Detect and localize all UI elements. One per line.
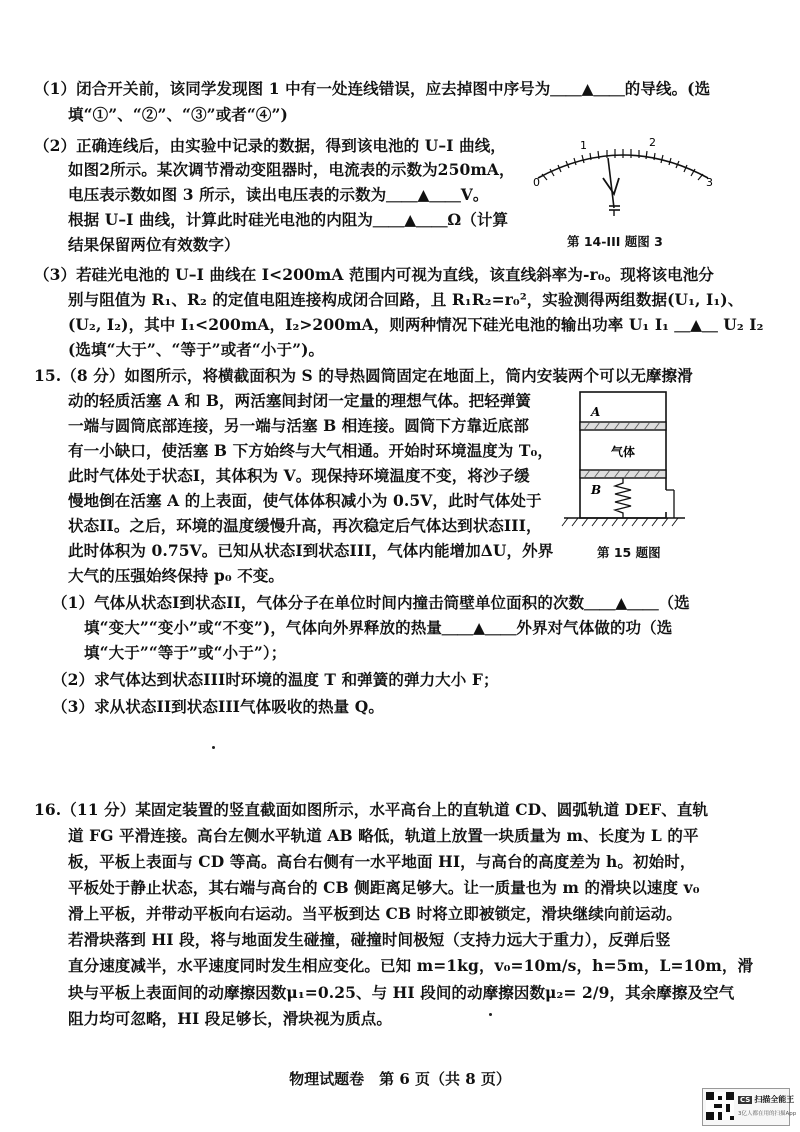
q14-part3-line1: （3）若硅光电池的 U–I 曲线在 I<200mA 范围内可视为直线，该直线斜率为-r₀。现将该电池分 (34, 265, 714, 284)
meter-tick-1: 1 (580, 139, 587, 152)
q14-part3-line2: 别与阻值为 R₁、R₂ 的定值电阻连接构成闭合回路，且 R₁R₂=r₀²，实验测得两组数据(U₁, I₁)、 (68, 290, 744, 309)
meter-tick-0: 0 (533, 176, 540, 189)
q16-stem-line4: 平板处于静止状态，其右端与高台的 CB 侧距离足够大。让一质量也为 m 的滑块以速度 v₀ (68, 878, 700, 897)
q14-part2-line5: 结果保留两位有效数字） (68, 235, 240, 254)
q14-part2-line3: 电压表示数如图 3 所示，读出电压表的示数为＿＿▲＿＿V。 (68, 185, 489, 204)
label-b: B (591, 483, 602, 497)
scanner-watermark (702, 1088, 797, 1126)
meter-tick-2: 2 (649, 136, 656, 149)
cs-logo-icon: CS (740, 1096, 751, 1104)
q14-part3-line4: (选填“大于”、“等于”或者“小于”)。 (68, 340, 325, 359)
q16-stem-line6: 若滑块落到 HI 段，将与地面发生碰撞，碰撞时间极短（支持力远大于重力），反弹后竖 (68, 930, 671, 949)
q15-stem-line6: 慢地倒在活塞 A 的上表面，使气体体积减小为 0.5V，此时气体处于 (68, 491, 542, 510)
qr-code-icon (706, 1092, 734, 1120)
scanner-tagline: 3亿人都在用的扫描App (738, 1111, 797, 1117)
q15-sub2: （2）求气体达到状态III时环境的温度 T 和弹簧的弹力大小 F； (52, 670, 499, 689)
q14-part1-line1: （1）闭合开关前，该同学发现图 1 中有一处连线错误，应去掉图中序号为＿＿▲＿＿的导线。(选 (34, 79, 711, 98)
q16-stem-line9: 阻力均可忽略，HI 段足够长，滑块视为质点。 (68, 1009, 392, 1028)
q15-stem-line7: 状态II。之后，环境的温度缓慢升高，再次稳定后气体达到状态III， (68, 516, 542, 535)
piston-b (580, 470, 666, 478)
q16-stem-line8: 块与平板上表面间的动摩擦因数μ₁=0.25、与 HI 段间的动摩擦因数μ₂= 2/9，其余摩擦及空气 (68, 983, 735, 1002)
cylinder-figure (560, 390, 695, 540)
q15-sub1-line3: 填“大于”“等于”或“小于”）； (84, 643, 287, 662)
q14-part3-line3: (U₂, I₂)，其中 I₁<200mA，I₂>200mA，则两种情况下硅光电池的输出功率 U₁ I₁ ＿▲＿ U₂ I₂ (68, 315, 764, 334)
scanner-brand: CS 扫描全能王 (740, 1095, 795, 1104)
q15-stem-line9: 大气的压强始终保持 p₀ 不变。 (68, 566, 285, 585)
q14-part2-line4: 根据 U–I 曲线，计算此时硅光电池的内阻为＿＿▲＿＿Ω（计算 (68, 210, 509, 229)
q15-stem-line1: 15.（8 分）如图所示，将横截面积为 S 的导热圆筒固定在地面上，筒内安装两个可以无摩擦滑 (34, 366, 693, 385)
label-a: A (591, 405, 601, 419)
q15-stem-line4: 有一小缺口，使活塞 B 下方始终与大气相通。开始时环境温度为 T₀， (68, 441, 554, 460)
meter-needle (608, 158, 614, 208)
figure15-caption: 第 15 题图 (597, 545, 661, 560)
figure3-caption: 第 14-III 题图 3 (567, 234, 663, 249)
q16-stem-line2: 道 FG 平滑连接。高台左侧水平轨道 AB 略低，轨道上放置一块质量为 m、长度为 L 的平 (68, 826, 699, 845)
voltmeter-figure (528, 134, 718, 230)
q16-stem-line5: 滑上平板，并带动平板向右运动。当平板到达 CB 时将立即被锁定，滑块继续向前运动。 (68, 904, 682, 923)
q14-part2-line1: （2）正确连线后，由实验中记录的数据，得到该电池的 U–I 曲线， (34, 136, 506, 155)
label-gas: 气体 (611, 445, 636, 459)
piston-a (580, 422, 666, 430)
q15-sub1-line2: 填“变大”“变小”或“不变”)，气体向外界释放的热量＿＿▲＿＿外界对气体做的功（选 (84, 618, 673, 637)
q15-stem-line2: 动的轻质活塞 A 和 B，两活塞间封闭一定量的理想气体。把轻弹簧 (68, 391, 532, 410)
q15-sub1-line1: （1）气体从状态I到状态II，气体分子在单位时间内撞击筒壁单位面积的次数＿＿▲＿＿（选 (52, 593, 690, 612)
page-footer: 物理试题卷 第 6 页（共 8 页） (289, 1070, 511, 1088)
q15-sub3: （3）求从状态II到状态III气体吸收的热量 Q。 (52, 697, 384, 716)
q15-stem-line8: 此时体积为 0.75V。已知从状态I到状态III，气体内能增加ΔU，外界 (68, 541, 554, 560)
scan-speck (489, 1013, 492, 1016)
q14-part2-line2: 如图2所示。某次调节滑动变阻器时，电流表的示数为250mA， (68, 160, 515, 179)
q16-stem-line1: 16.（11 分）某固定装置的竖直截面如图所示，水平高台上的直轨道 CD、圆弧轨道 DEF、直轨 (34, 800, 709, 819)
q16-stem-line3: 板，平板上表面与 CD 等高。高台右侧有一水平地面 HI，与高台的高度差为 h。初始时， (68, 852, 696, 871)
q15-stem-line5: 此时气体处于状态I，其体积为 V。现保持环境温度不变，将沙子缓 (68, 466, 530, 485)
q14-part1-line2: 填“①”、“②”、“③”或者“④”) (68, 105, 288, 124)
q16-stem-line7: 直分速度减半，水平速度同时发生相应变化。已知 m=1kg，v₀=10m/s，h=5m，L=10m，滑 (68, 956, 754, 975)
q15-stem-line3: 一端与圆筒底部连接，另一端与活塞 B 相连接。圆筒下方靠近底部 (68, 416, 529, 435)
meter-tick-3: 3 (706, 176, 713, 189)
scan-speck (212, 746, 215, 749)
